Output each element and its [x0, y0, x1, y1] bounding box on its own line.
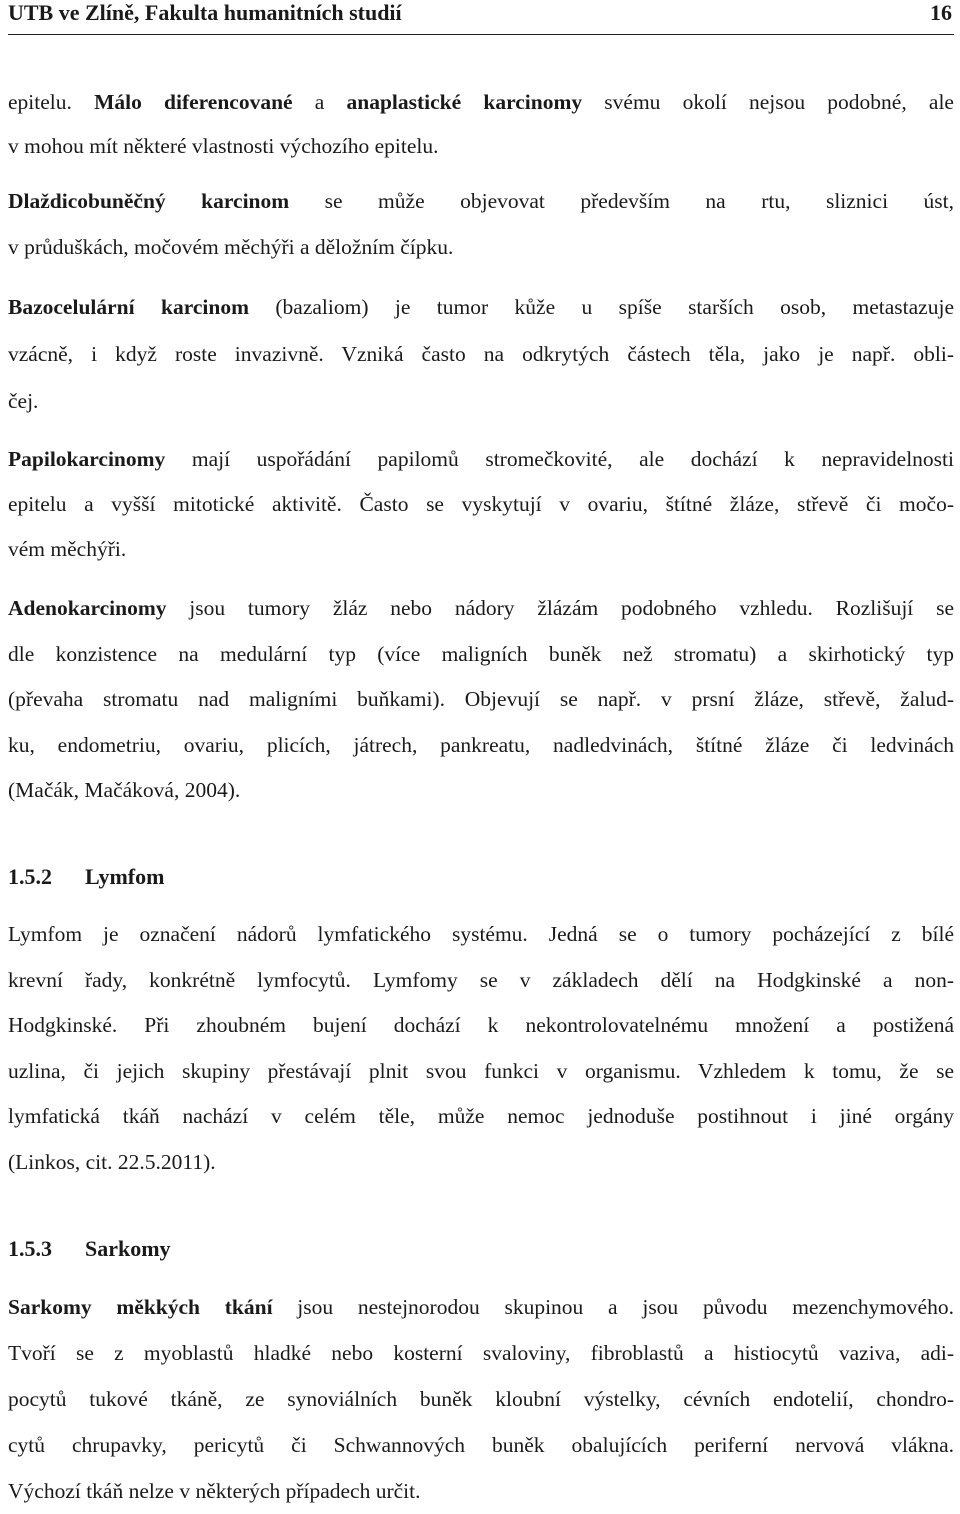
text-line: Bazocelulární karcinom (bazaliom) je tumor kůže u spíše starších osob, metastazuje: [8, 295, 954, 319]
paragraph-anaplastic: [8, 80, 954, 168]
text-line: Lymfom je označení nádorů lymfatického systému. Jedná se o tumory pocházející z bílé: [8, 922, 954, 946]
text-line: dle konzistence na medulární typ (více maligních buněk než stromatu) a skirhotický typ: [8, 641, 954, 666]
text-line: Adenokarcinomy jsou tumory žláz nebo nádory žlázám podobného vzhledu. Rozlišují se: [8, 596, 954, 620]
text-line: cytů chrupavky, pericytů či Schwannových buněk obalujících periferní nervová vlákna.: [8, 1433, 954, 1457]
text-line: v mohou mít některé vlastnosti výchozího epitelu.: [8, 134, 439, 158]
text-line: v průduškách, močovém měchýři a děložním čípku.: [8, 235, 454, 259]
text-line: pocytů tukové tkáně, ze synoviálních buněk kloubní výstelky, cévních endotelií, chondro-: [8, 1387, 954, 1411]
page-header: [8, 0, 954, 35]
section-title: Sarkomy: [85, 1236, 171, 1261]
paragraph-papillary: [8, 437, 954, 572]
text-line: uzlina, či jejich skupiny přestávají plnit svou funkci v organismu. Vzhledem k tomu, že se: [8, 1058, 954, 1083]
text-line: ku, endometriu, ovariu, plicích, játrech, pankreatu, nadledvinách, štítné žláze či ledvinách: [8, 732, 954, 757]
text-line: krevní řady, konkrétně lymfocytů. Lymfomy se v základech dělí na Hodgkinské a non-: [8, 967, 954, 992]
paragraph-lymphoma: [8, 912, 954, 1185]
section-number: 1.5.3: [8, 1236, 52, 1261]
paragraph-sarcomas: [8, 1284, 954, 1514]
text-line: (Linkos, cit. 22.5.2011).: [8, 1149, 216, 1174]
page-number: 16: [930, 0, 952, 25]
text-line: vzácně, i když roste invazivně. Vzniká často na odkrytých částech těla, jako je např. obli-: [8, 342, 954, 366]
text-line: vém měchýři.: [8, 537, 127, 561]
text-line: epitelu a vyšší mitotické aktivitě. Často se vyskytují v ovariu, štítné žláze, střevě či močo-: [8, 492, 954, 516]
text-line: (převaha stromatu nad maligními buňkami). Objevují se např. v prsní žláze, střevě, žalud-: [8, 687, 954, 711]
section-number: 1.5.2: [8, 864, 52, 889]
section-heading-lymphoma: [8, 864, 164, 890]
text-line: epitelu. Málo diferencované a anaplastické karcinomy svému okolí nejsou podobné, ale: [8, 90, 954, 114]
text-line: Výchozí tkáň nelze v některých případech určit.: [8, 1479, 421, 1503]
section-heading-sarcomas: [8, 1236, 171, 1262]
paragraph-adenocarcinoma: [8, 586, 954, 814]
text-line: Dlaždicobuněčný karcinom se může objevovat především na rtu, sliznici úst,: [8, 189, 954, 213]
text-line: (Mačák, Mačáková, 2004).: [8, 778, 241, 802]
text-line: čej.: [8, 389, 39, 413]
section-title: Lymfom: [85, 864, 165, 889]
header-title: UTB ve Zlíně, Fakulta humanitních studií: [8, 0, 402, 25]
text-line: lymfatická tkáň nachází v celém těle, může nemoc jednoduše postihnout i jiné orgány: [8, 1104, 954, 1128]
text-line: Tvoří se z myoblastů hladké nebo kosterní svaloviny, fibroblastů a histiocytů vaziva, adi-: [8, 1341, 954, 1365]
paragraph-squamous: [8, 178, 954, 270]
text-line: Papilokarcinomy mají uspořádání papilomů stromečkovité, ale dochází k nepravidelnosti: [8, 447, 954, 471]
text-line: Hodgkinské. Při zhoubném bujení dochází k nekontrolovatelnému množení a postižená: [8, 1013, 954, 1037]
paragraph-basal-cell: [8, 284, 954, 425]
text-line: Sarkomy měkkých tkání jsou nestejnorodou skupinou a jsou původu mezenchymového.: [8, 1295, 954, 1319]
